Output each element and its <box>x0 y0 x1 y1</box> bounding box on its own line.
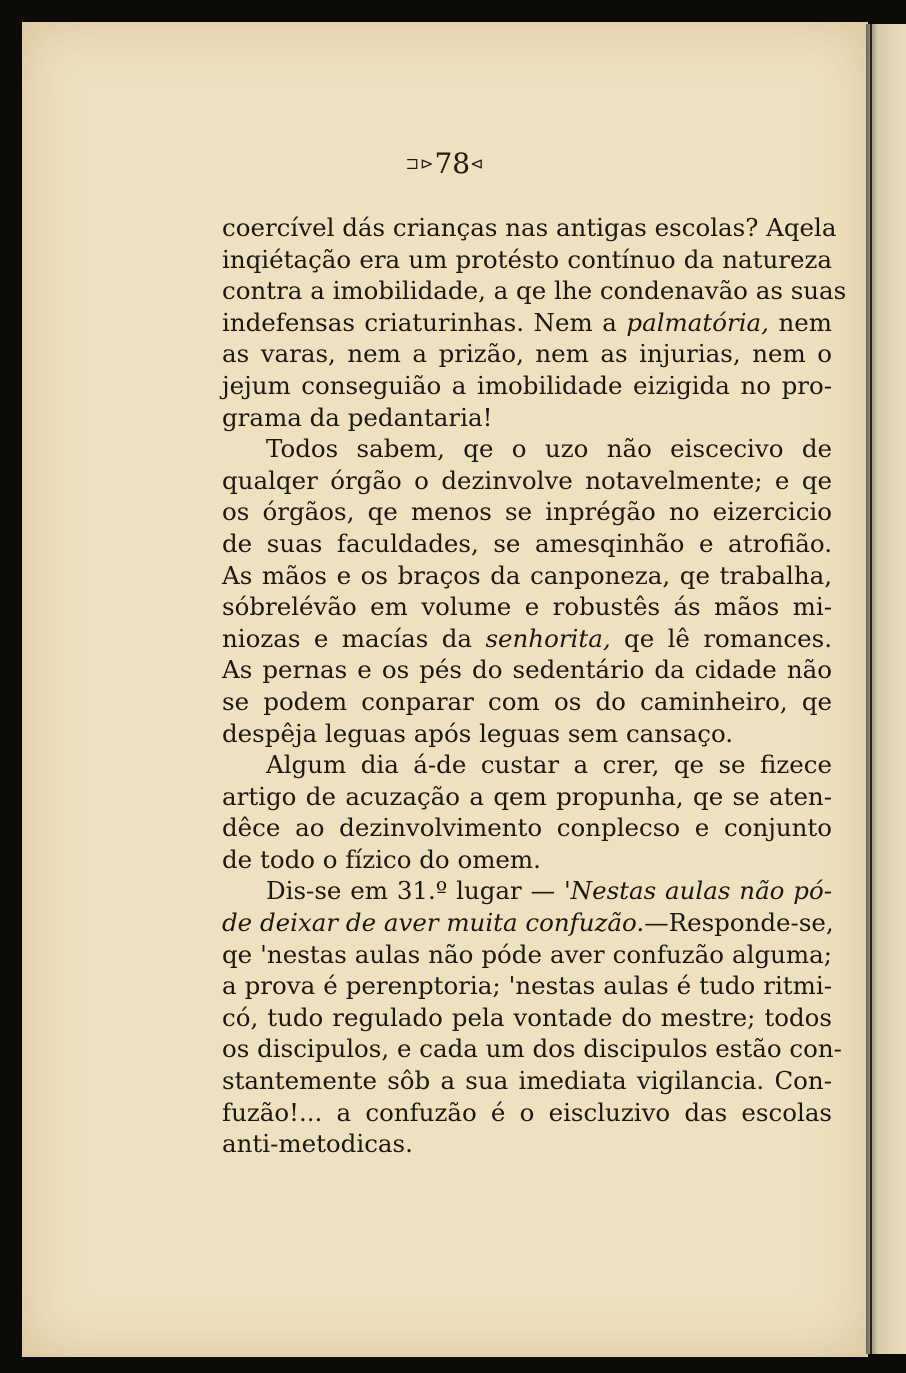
text-line: inqiétação era um protésto contínuo da natureza <box>222 244 832 274</box>
text-line: dêce ao dezinvolvimento conplecso e conjunto <box>222 813 832 843</box>
text-line: coercível dás crianças nas antigas escolas? Aqela <box>222 213 837 242</box>
text-line: qe 'nestas aulas não póde aver confuzão alguma; <box>222 939 832 969</box>
text-line: os órgãos, qe menos se inprégão no eizercicio <box>222 497 832 527</box>
text-line: os discipulos, e cada um dos discipulos estão con- <box>222 1034 842 1064</box>
text-segment: nem <box>768 307 832 337</box>
text-line: có, tudo regulado pela vontade do mestre; todos <box>222 1002 832 1032</box>
text-line <box>222 307 832 339</box>
italic-segment: 'Nestas aulas não pó- <box>563 876 832 906</box>
text-line: As pernas e os pés do sedentário da cidade não <box>222 655 832 685</box>
text-line: qualqer órgão o dezinvolve notavelmente; e qe <box>222 465 832 495</box>
text-line <box>222 907 832 939</box>
page-number: 78 <box>434 147 471 180</box>
text-line <box>222 875 832 907</box>
text-line: grama da pedantaria! <box>222 402 493 432</box>
text-line: sóbrelévão em volume e robustês ás mãos mi- <box>222 592 832 622</box>
text-line: as varas, nem a prizão, nem as injurias, nem o <box>222 339 832 369</box>
page-header <box>22 147 868 180</box>
text-line: se podem conparar com os do caminheiro, qe <box>222 686 832 716</box>
text-line: despêja leguas após leguas sem cansaço. <box>222 718 734 748</box>
text-line: de suas faculdades, se amesqinhão e atrofião. <box>222 528 832 558</box>
italic-segment: de deixar de aver muita confuzão. <box>222 908 645 938</box>
text-segment: —Responde-se, <box>644 908 834 938</box>
text-segment: Dis-se em 31.º lugar — <box>266 876 564 906</box>
text-line: a prova é perenptoria; 'nestas aulas é tudo ritmi- <box>222 971 832 1001</box>
text-line: fuzão!... a confuzão é o eiscluzivo das escolas <box>222 1097 832 1127</box>
text-line: contra a imobilidade, a qe lhe condenavão as suas <box>222 276 847 306</box>
text-line: jejum conseguião a imobilidade eizigida no pro- <box>222 370 832 400</box>
text-line: stantemente sôb a sua imediata vigilancia. Con- <box>222 1066 832 1096</box>
text-segment: indefensas criaturinhas. Nem a <box>222 307 627 337</box>
text-line: As mãos e os braços da canponeza, qe trabalha, <box>222 560 832 590</box>
text-segment: niozas e macías da <box>222 623 486 653</box>
body-text <box>222 212 847 1160</box>
text-line: de todo o fízico do omem. <box>222 844 541 874</box>
text-line: Algum dia á-de custar a crer, qe se fizece <box>266 750 832 780</box>
book-page <box>22 22 868 1357</box>
text-line: anti-metodicas. <box>222 1129 413 1159</box>
italic-segment: senhorita, <box>485 623 611 653</box>
next-page-edge <box>866 24 906 1354</box>
text-line: Todos sabem, qe o uzo não eiscecivo de <box>266 434 832 464</box>
header-ornament-right: ⊲ <box>470 154 485 173</box>
text-line: artigo de acuzação a qem propunha, qe se aten- <box>222 781 832 811</box>
italic-segment: palmatória, <box>626 307 769 337</box>
text-line <box>222 623 832 655</box>
text-segment: qe lê romances. <box>610 623 832 653</box>
header-ornament-left: ⊐⊳ <box>405 154 435 173</box>
